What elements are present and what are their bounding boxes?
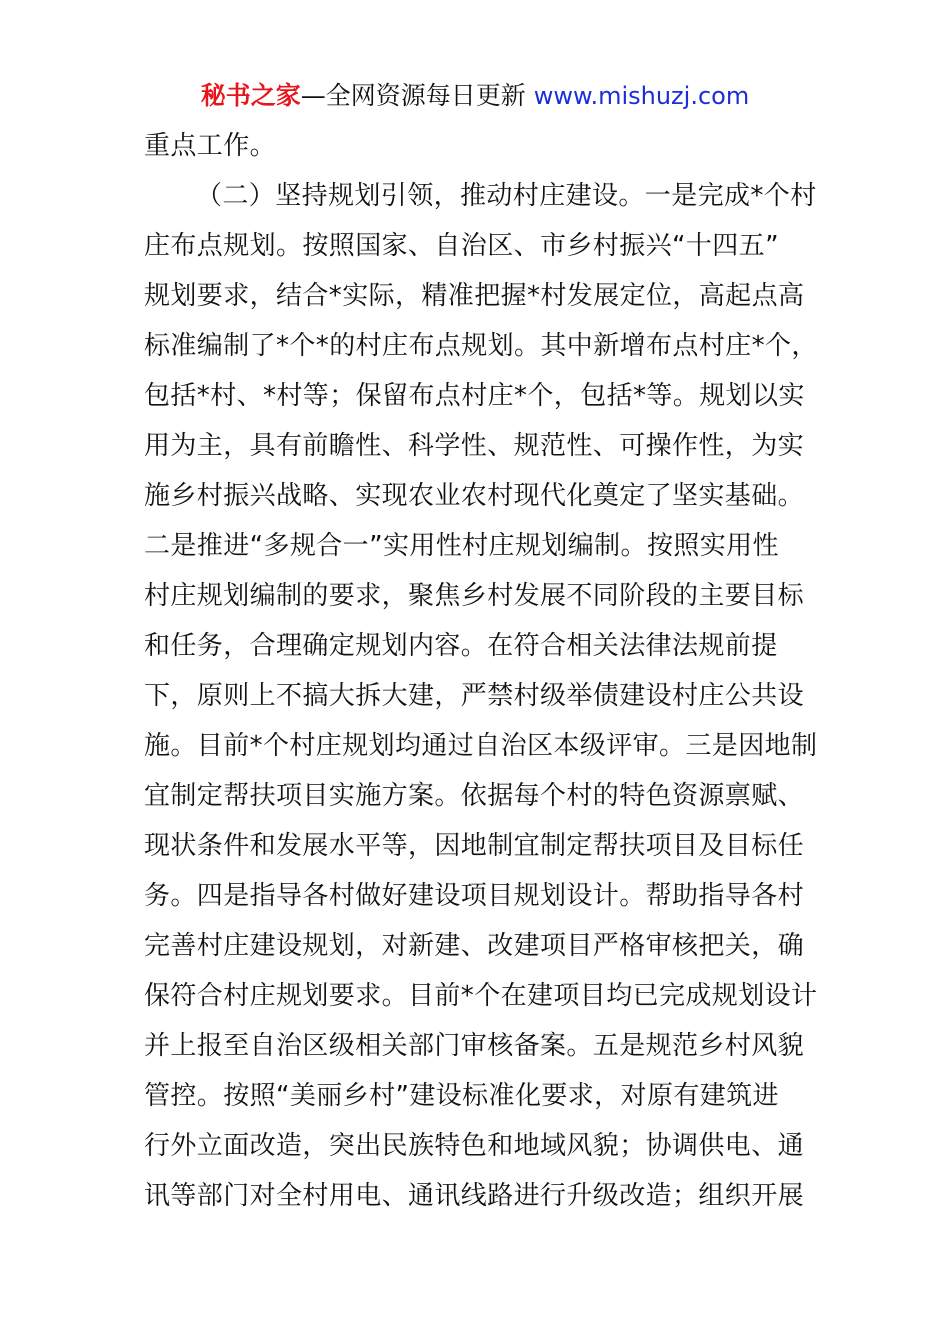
text-line: 完善村庄建设规划，对新建、改建项目严格审核把关，确 — [144, 931, 805, 961]
text-line: （二）坚持规划引领，推动村庄建设。一是完成*个村 — [196, 181, 817, 211]
site-header — [0, 78, 950, 114]
text-line: 讯等部门对全村用电、通讯线路进行升级改造；组织开展 — [144, 1181, 805, 1211]
text-line: 并上报至自治区级相关部门审核备案。五是规范乡村风貌 — [144, 1031, 805, 1061]
text-line: 二是推进“多规合一”实用性村庄规划编制。按照实用性 — [144, 531, 779, 561]
text-line: 下，原则上不搞大拆大建，严禁村级举债建设村庄公共设 — [144, 681, 805, 711]
text-line: 施乡村振兴战略、实现农业农村现代化奠定了坚实基础。 — [144, 481, 805, 511]
site-tagline: —全网资源每日更新 — [300, 81, 526, 110]
site-brand: 秘书之家 — [200, 81, 301, 110]
text-line: 现状条件和发展水平等，因地制宜制定帮扶项目及目标任 — [144, 831, 805, 861]
text-line: 标准编制了*个*的村庄布点规划。其中新增布点村庄*个， — [144, 331, 818, 361]
text-line: 管控。按照“美丽乡村”建设标准化要求，对原有建筑进 — [144, 1081, 779, 1111]
text-line: 和任务，合理确定规划内容。在符合相关法律法规前提 — [144, 631, 778, 661]
site-url-link[interactable]: www.mishuzj.com — [533, 82, 750, 110]
text-line: 保符合村庄规划要求。目前*个在建项目均已完成规划设计 — [144, 981, 818, 1011]
text-line: 行外立面改造，突出民族特色和地域风貌；协调供电、通 — [144, 1131, 805, 1161]
text-line: 规划要求，结合*实际，精准把握*村发展定位，高起点高 — [144, 281, 805, 311]
text-line: 村庄规划编制的要求，聚焦乡村发展不同阶段的主要目标 — [144, 581, 805, 611]
text-line: 庄布点规划。按照国家、自治区、市乡村振兴“十四五” — [144, 231, 779, 261]
text-line: 包括*村、*村等；保留布点村庄*个，包括*等。规划以实 — [144, 381, 805, 411]
text-line: 施。目前*个村庄规划均通过自治区本级评审。三是因地制 — [144, 731, 818, 761]
text-line: 用为主，具有前瞻性、科学性、规范性、可操作性，为实 — [144, 431, 805, 461]
text-line: 务。四是指导各村做好建设项目规划设计。帮助指导各村 — [144, 881, 805, 911]
document-body — [144, 121, 818, 1221]
text-line: 宜制定帮扶项目实施方案。依据每个村的特色资源禀赋、 — [144, 781, 805, 811]
text-line: 重点工作。 — [144, 131, 277, 161]
